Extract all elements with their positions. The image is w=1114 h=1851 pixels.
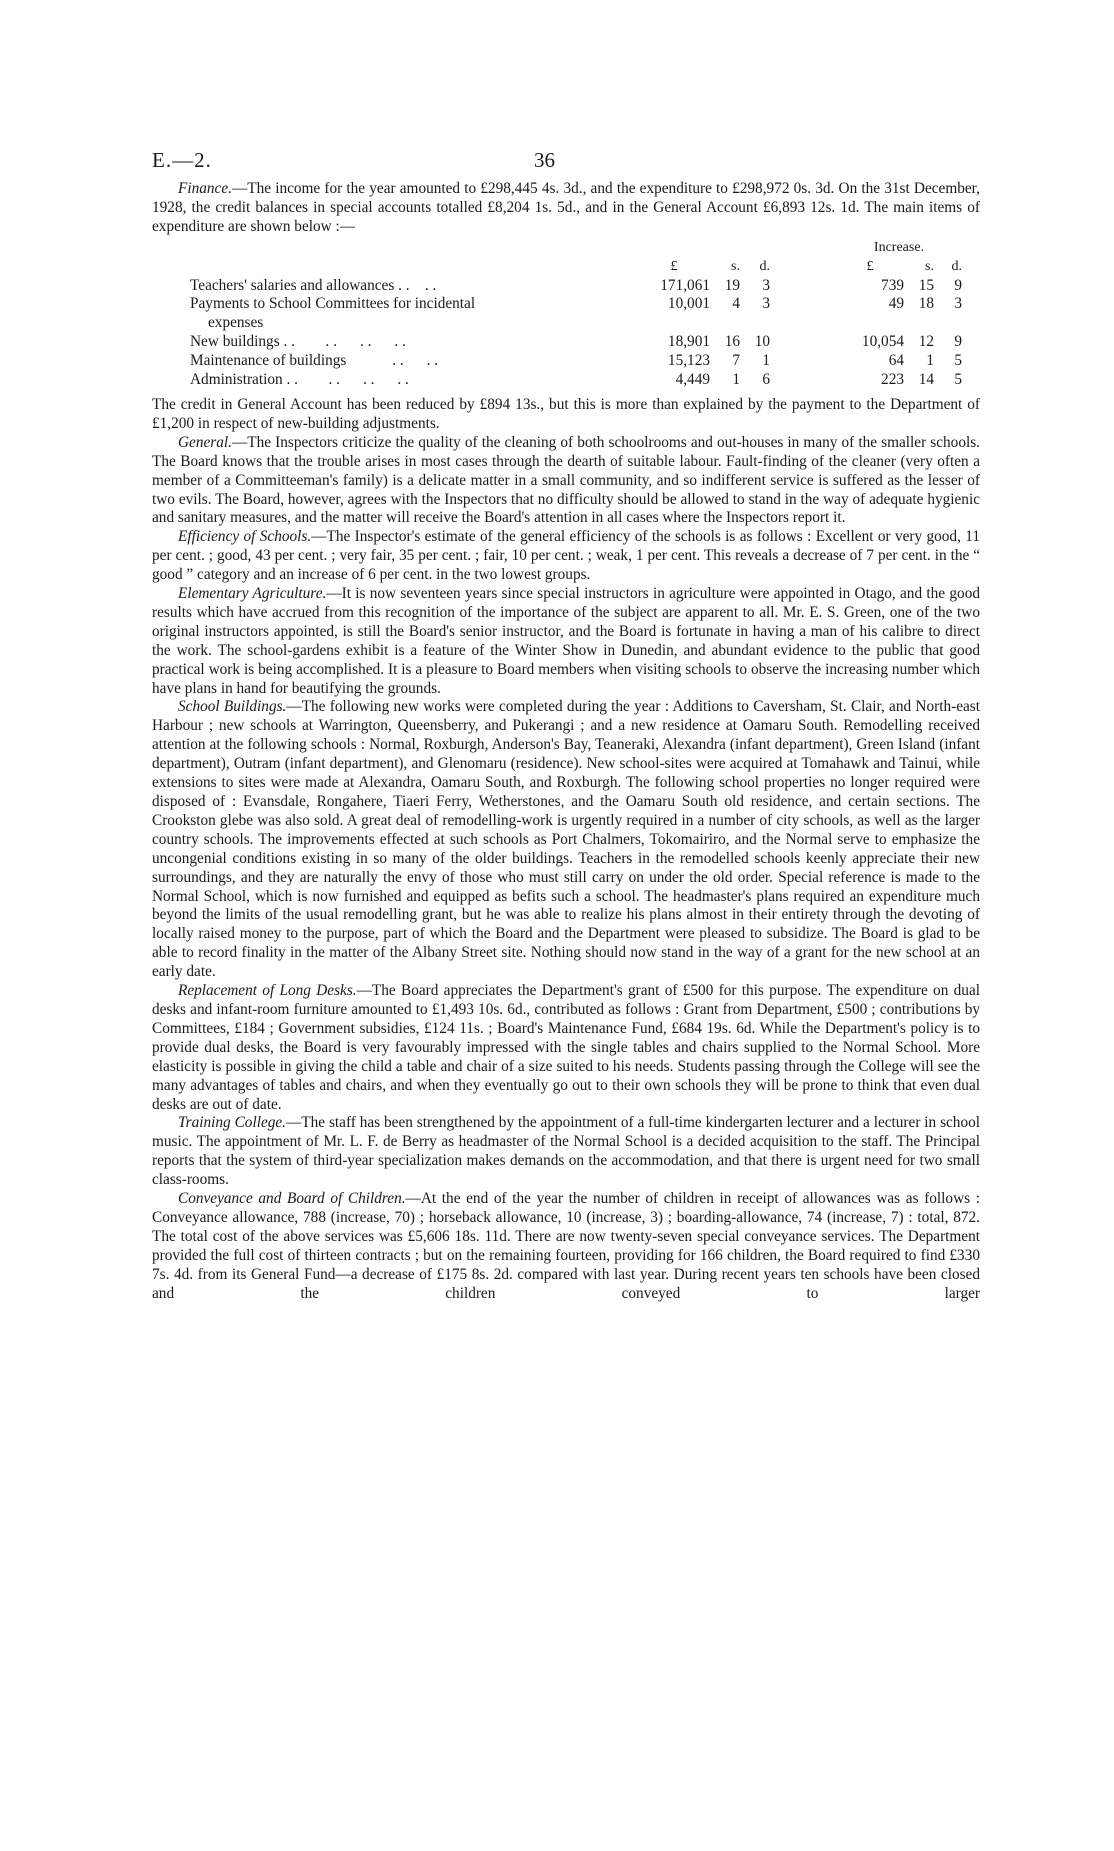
row-inc-pence: 3 <box>954 295 962 313</box>
table-row <box>190 277 962 296</box>
efficiency-heading: Efficiency of Schools. <box>178 528 312 546</box>
row-pounds: 18,901 <box>667 333 710 351</box>
efficiency-paragraph <box>152 528 980 585</box>
buildings-heading: School Buildings. <box>178 698 287 716</box>
col-pounds: £ <box>670 258 678 274</box>
agriculture-paragraph <box>152 585 980 698</box>
row-inc-pence: 9 <box>954 333 962 351</box>
table-row-continuation <box>190 314 962 333</box>
row-shillings: 19 <box>724 276 740 294</box>
conveyance-paragraph <box>152 1190 980 1303</box>
row-inc-pounds: 10,054 <box>861 333 904 351</box>
row-inc-pence: 9 <box>954 276 962 294</box>
general-heading: General. <box>178 433 232 451</box>
desks-paragraph <box>152 982 980 1114</box>
table-row <box>190 371 962 390</box>
col-shillings: s. <box>731 258 740 274</box>
conveyance-heading: Conveyance and Board of Children. <box>178 1190 406 1208</box>
row-inc-pounds: 739 <box>881 276 904 294</box>
row-inc-shillings: 1 <box>926 352 934 370</box>
row-inc-pounds: 223 <box>881 371 904 389</box>
conveyance-text: —At the end of the year the number of children in receipt of allowances was as follows : Conveyance allowance, 788 (increase, 70) ; horseback allowance, 10 (increase, 3) ; boarding-allowance, 74 (increase, 7) : total, 872. The total cost of the above services was £5,606 18s. 11d. There are now twenty-seven special conveyance services. The Department provided the full cost of thirteen contracts ; but on the remaining fourteen, providing for 166 children, the Board required to find £330 7s. 4d. from its General Fund—a decrease of £175 8s. 2d. compared with last year. During recent years ten schools have been closed and the children conveyed to larger <box>152 1190 980 1302</box>
efficiency-text: —The Inspector's estimate of the general efficiency of the schools is as follows : Excellent or very good, 11 per cent. ; good, 43 per cent. ; very fair, 35 per cent. ; fair, 10 per cent. ; weak, 1 per cent. This reveals a decrease of 7 per cent. in the “ good ” category and an increase of 6 per cent. in the two lowest groups. <box>152 528 980 584</box>
college-paragraph <box>152 1114 980 1190</box>
row-dots: . . <box>424 276 437 294</box>
page-number: 36 <box>534 148 555 172</box>
increase-label: Increase. <box>873 239 925 255</box>
col-inc-pence: d. <box>951 258 962 274</box>
row-label: Teachers' salaries and allowances . . <box>190 276 410 294</box>
row-label: New buildings . . <box>190 333 295 351</box>
row-dots: . . . . <box>392 352 439 370</box>
general-text: —The Inspectors criticize the quality of the cleaning of both schoolrooms and out-houses in many of the smaller schools. The Board knows that the trouble arises in most cases through the dearth of suitable labour. Fault-finding of the cleaner (very often a member of a Committeeman's family) is a delicate matter in a small community, and so indifferent service is suffered as the lesser of two evils. The Board, however, agrees with the Inspectors that no difficulty should be allowed to stand in the way of adequate hygienic and sanitary measures, and the matter will receive the Board's attention in all cases where the Inspectors report it. <box>152 433 980 527</box>
row-pounds: 10,001 <box>667 295 710 313</box>
buildings-paragraph <box>152 698 980 982</box>
row-dots: . . . . . . <box>328 371 409 389</box>
desks-heading: Replacement of Long Desks. <box>178 982 357 1000</box>
row-pounds: 171,061 <box>660 276 710 294</box>
row-inc-shillings: 14 <box>918 371 934 389</box>
row-inc-shillings: 12 <box>918 333 934 351</box>
row-inc-shillings: 15 <box>918 276 934 294</box>
table-row <box>190 352 962 371</box>
row-shillings: 4 <box>732 295 740 313</box>
row-label: Administration . . <box>190 371 298 389</box>
col-pence: d. <box>759 258 770 274</box>
finance-after-paragraph: The credit in General Account has been reduced by £894 13s., but this is more than explained by the payment to the Department of £1,200 in respect of new-building adjustments. <box>152 395 980 432</box>
row-label: Maintenance of buildings <box>190 352 347 370</box>
row-pence: 10 <box>754 333 770 351</box>
finance-text: —The income for the year amounted to £298,445 4s. 3d., and the expenditure to £298,972 0s. 3d. On the 31st December, 1928, the credit balances in special accounts totalled £8,204 1s. 5d., and in the General Account £6,893 12s. 1d. The main items of expenditure are shown below :— <box>152 180 980 235</box>
table-row <box>190 333 962 352</box>
college-heading: Training College. <box>178 1114 286 1132</box>
row-pence: 3 <box>762 276 770 294</box>
row-shillings: 16 <box>724 333 740 351</box>
table-units-row <box>190 258 962 277</box>
finance-heading: Finance. <box>178 180 232 197</box>
row-inc-pounds: 64 <box>888 352 904 370</box>
col-inc-shillings: s. <box>925 258 934 274</box>
document-page <box>152 140 980 1303</box>
row-shillings: 1 <box>732 371 740 389</box>
page-header <box>152 140 980 180</box>
expenditure-table <box>190 239 962 390</box>
row-label-continuation: expenses <box>208 314 264 332</box>
row-pounds: 4,449 <box>675 371 710 389</box>
college-text: —The staff has been strengthened by the appointment of a full-time kindergarten lecturer and a lecturer in school music. The appointment of Mr. L. F. de Berry as headmaster of the Normal School is a decided acquisition to the staff. The Principal reports that the system of third-year specialization makes demands on the accommodation, and that there is urgent need for two small class-rooms. <box>152 1114 981 1189</box>
row-dots: . . . . . . <box>325 333 406 351</box>
table-header-row <box>190 239 962 258</box>
row-pence: 6 <box>762 371 770 389</box>
row-inc-pence: 5 <box>954 352 962 370</box>
row-inc-pence: 5 <box>954 371 962 389</box>
row-inc-pounds: 49 <box>888 295 904 313</box>
row-pence: 3 <box>762 295 770 313</box>
finance-paragraph <box>152 180 980 237</box>
row-pounds: 15,123 <box>667 352 710 370</box>
desks-text: —The Board appreciates the Department's grant of £500 for this purpose. The expenditure on dual desks and infant-room furniture amounted to £1,493 10s. 6d., contributed as follows : Grant from Department, £500 ; contributions by Committees, £184 ; Government subsidies, £124 11s. ; Board's Maintenance Fund, £684 19s. 6d. While the Department's policy is to provide dual desks, the Board is very favourably impressed with the single tables and chairs supplied to the Normal School. More elasticity is possible in giving the child a table and chair of a size suited to his needs. Students passing through the College will see the many advantages of tables and chairs, and when they eventually go out to their own schools they will be prone to think that even dual desks are out of date. <box>152 982 980 1113</box>
row-pence: 1 <box>762 352 770 370</box>
agriculture-heading: Elementary Agriculture. <box>178 585 327 603</box>
row-inc-shillings: 18 <box>918 295 934 313</box>
col-inc-pounds: £ <box>866 258 874 274</box>
row-label: Payments to School Committees for incidental <box>190 295 476 313</box>
report-code: E.—2. <box>152 148 212 172</box>
buildings-text: —The following new works were completed during the year : Additions to Caversham, St. Clair, and North-east Harbour ; new schools at Warrington, Queensberry, and Pukerangi ; and a new residence at Oamaru South. Remodelling received attention at the following schools : Normal, Roxburgh, Anderson's Bay, Teaneraki, Alexandra (infant department), Green Island (infant department), Outram (infant department), and Glenomaru (residence). New school-sites were acquired at Tomahawk and Tainui, while extensions to sites were made at Alexandra, Oamaru South, and Roxburgh. The following school properties no longer required were disposed of : Evansdale, Rongahere, Tiaeri Ferry, Wetherstones, and the Oamaru South old residence, and certain sections. The Crookston glebe was also sold. A great deal of remodelling-work is urgently required in a number of city schools, as well as the larger country schools. The improvements effected at such schools as Port Chalmers, Tokomairiro, and the Normal serve to emphasize the uncongenial conditions existing in so many of the older buildings. Teachers in the remodelled schools keenly appreciate their new surroundings, and they are naturally the envy of those who must still carry on under the old order. Special reference is made to the Normal School, which is now furnished and equipped as befits such a school. The headmaster's plans required an expenditure much beyond the limits of the usual remodelling grant, but he was able to realize his plans almost in their entirety through the devoting of locally raised money to the purpose, part of which the Board and the Department were pleased to subsidize. The Board is glad to be able to record finality in the matter of the Albany Street site. Nothing should now stand in the way of a grant for the new school at an early date. <box>152 698 980 981</box>
general-paragraph <box>152 434 980 529</box>
table-row <box>190 295 962 314</box>
row-shillings: 7 <box>732 352 740 370</box>
agriculture-text: —It is now seventeen years since special instructors in agriculture were appointed in Otago, and the good results which have accrued from this recognition of the importance of the subject are apparent to all. Mr. E. S. Green, one of the two original instructors appointed, is still the Board's senior instructor, and the Board is fortunate in having a man of his calibre to direct the work. The school-gardens exhibit is a feature of the Winter Show in Dunedin, and abundant evidence to the public that good practical work is being accomplished. It is a pleasure to Board members when visiting schools to observe the increasing number which have plans in hand for beautifying the grounds. <box>152 585 980 697</box>
